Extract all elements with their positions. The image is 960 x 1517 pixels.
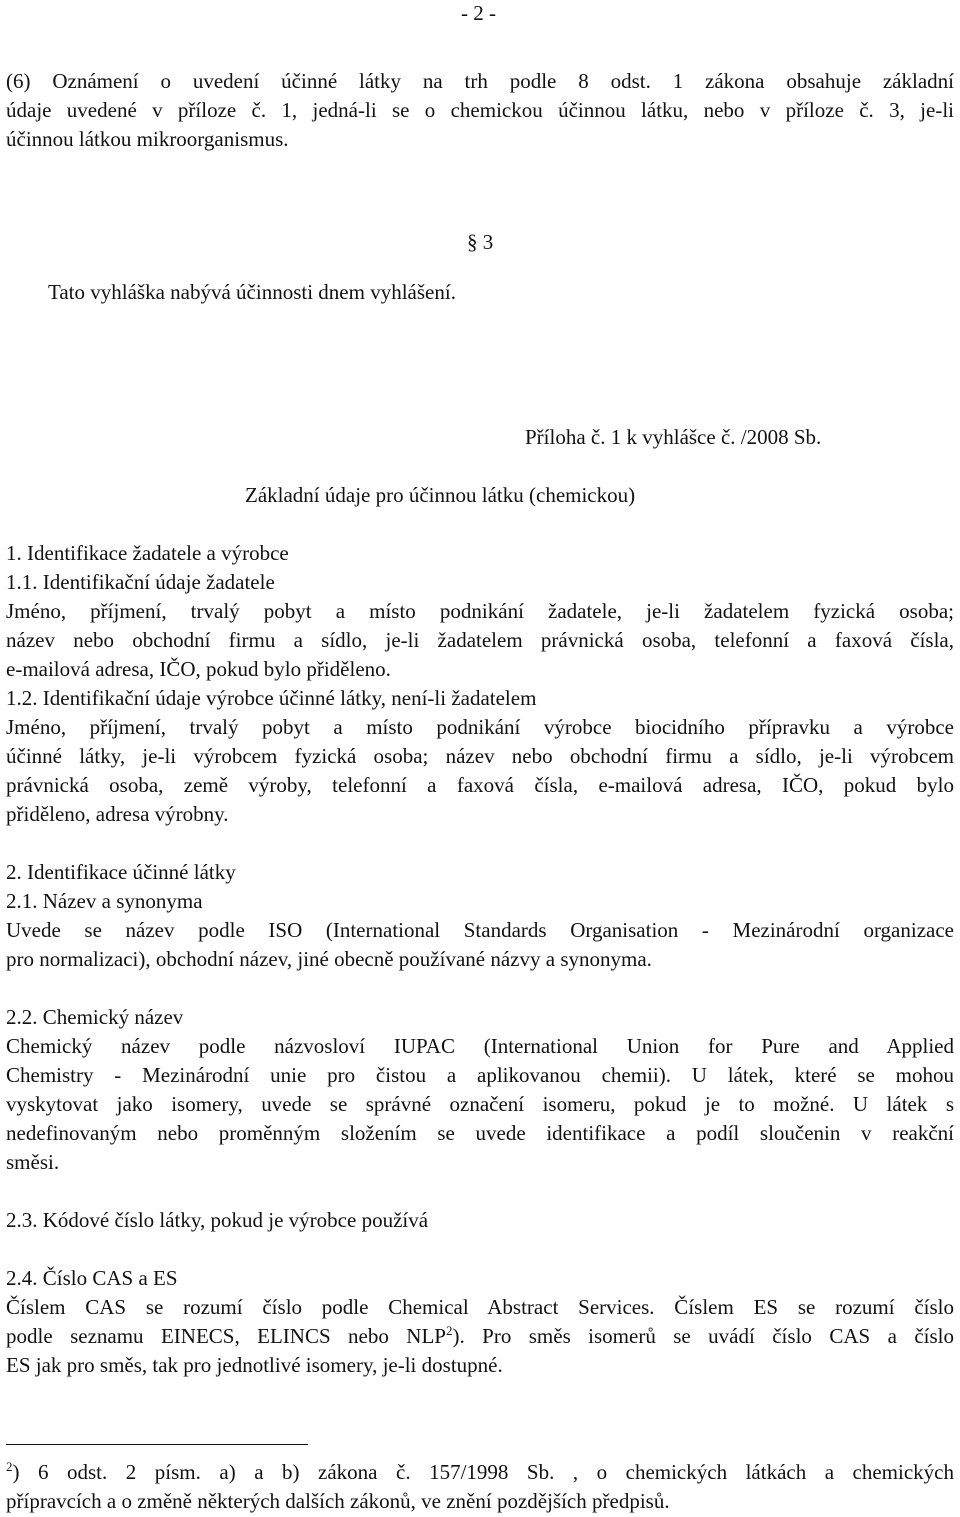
section-3-text: Tato vyhláška nabývá účinnosti dnem vyhlášení. (48, 280, 456, 304)
annex-title: Příloha č. 1 k vyhlášce č. /2008 Sb. (525, 425, 822, 449)
subsection-heading: 2.3. Kódové číslo látky, pokud je výrobce používá (6, 1208, 429, 1232)
paragraph-line: nedefinovaným nebo proměnným složením se uvede identifikace a podíl sloučenin v reakční (6, 1121, 954, 1145)
paragraph-line: Číslem CAS se rozumí číslo podle Chemical Abstract Services. Číslem ES se rozumí číslo (6, 1295, 954, 1319)
text-run: ) 6 odst. 2 písm. a) a b) zákona č. 157/1998 Sb. , o chemických látkách a chemických (12, 1460, 954, 1484)
paragraph-line: e-mailová adresa, IČO, pokud bylo přiděleno. (6, 657, 391, 681)
section-heading: 1. Identifikace žadatele a výrobce (6, 541, 289, 565)
paragraph-line: směsi. (6, 1150, 60, 1174)
paragraph-line: Chemistry - Mezinárodní unie pro čistou a aplikovanou chemii). U látek, které se mohou (6, 1063, 954, 1087)
text-run: podle seznamu EINECS, ELINCS nebo NLP (6, 1324, 446, 1348)
subsection-heading: 2.4. Číslo CAS a ES (6, 1266, 178, 1290)
paragraph-line: Jméno, příjmení, trvalý pobyt a místo podnikání výrobce biocidního přípravku a výrobce (6, 715, 954, 739)
paragraph-line: ES jak pro směs, tak pro jednotlivé isomery, je-li dostupné. (6, 1353, 503, 1377)
footnote-line: přípravcích a o změně některých dalších zákonů, ve znění pozdějších předpisů. (6, 1489, 670, 1513)
paragraph-line: účinné látky, je-li výrobcem fyzická osoba; název nebo obchodní firmu a sídlo, je-li výrobcem (6, 744, 954, 768)
paragraph-line: Jméno, příjmení, trvalý pobyt a místo podnikání žadatele, je-li žadatelem fyzická osoba; (6, 599, 954, 623)
subsection-heading: 1.2. Identifikační údaje výrobce účinné látky, není-li žadatelem (6, 686, 537, 710)
paragraph-line: pro normalizaci), obchodní název, jiné obecně používané názvy a synonyma. (6, 947, 652, 971)
paragraph-line: Chemický název podle názvosloví IUPAC (International Union for Pure and Applied (6, 1034, 954, 1058)
paragraph-line: název nebo obchodní firmu a sídlo, je-li žadatelem právnická osoba, telefonní a faxová čísla, (6, 628, 954, 652)
paragraph-line (6, 1324, 954, 1349)
paragraph-6-line: účinnou látkou mikroorganismus. (6, 127, 289, 151)
footnote-reference[interactable]: 2 (445, 1323, 453, 1338)
paragraph-line: právnická osoba, země výroby, telefonní a faxová čísla, e-mailová adresa, IČO, pokud bylo (6, 773, 954, 797)
section-heading: 2. Identifikace účinné látky (6, 860, 236, 884)
footnote-separator (6, 1444, 308, 1445)
paragraph-6-line: (6) Oznámení o uvedení účinné látky na trh podle 8 odst. 1 zákona obsahuje základní (6, 69, 954, 93)
paragraph-6-line: údaje uvedené v příloze č. 1, jedná-li se o chemickou účinnou látku, nebo v příloze č. 3, je-li (6, 98, 954, 122)
footnote-mark: 2 (6, 1459, 13, 1474)
section-3-heading: § 3 (467, 230, 494, 254)
paragraph-line: Uvede se název podle ISO (International Standards Organisation - Mezinárodní organizace (6, 918, 954, 942)
page-number: - 2 - (461, 1, 496, 25)
subsection-heading: 2.1. Název a synonyma (6, 889, 203, 913)
text-run: ). Pro směs isomerů se uvádí číslo CAS a číslo (452, 1324, 954, 1348)
paragraph-line: přiděleno, adresa výrobny. (6, 802, 229, 826)
annex-subtitle: Základní údaje pro účinnou látku (chemickou) (245, 483, 636, 507)
footnote-line (6, 1460, 954, 1485)
paragraph-line: vyskytovat jako isomery, uvede se správné označení isomeru, pokud je to možné. U látek s (6, 1092, 954, 1116)
subsection-heading: 1.1. Identifikační údaje žadatele (6, 570, 275, 594)
subsection-heading: 2.2. Chemický název (6, 1005, 184, 1029)
